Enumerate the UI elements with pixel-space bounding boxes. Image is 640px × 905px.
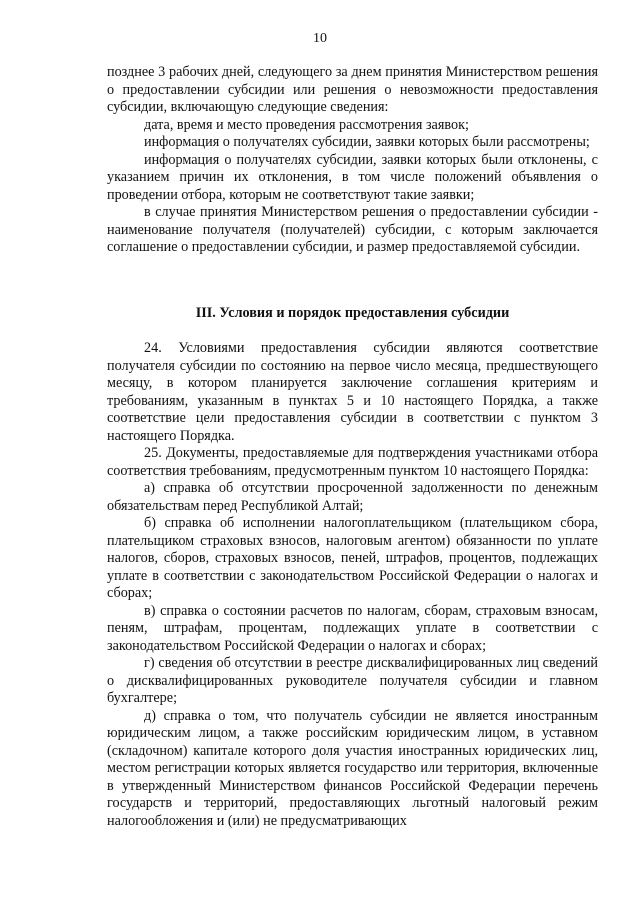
- paragraph-item: 24. Условиями предоставления субсидии являются соответствие получателя субсидии по состоянию на первое число месяца, предшествующего месяцу, в котором планируется заключение соглашения критериям и требованиям, указанным в пунктах 5 и 10 настоящего Порядка, а также соответствие цели предоставления субсидии в соответствии с пунктом 3 настоящего Порядка.: [107, 340, 598, 444]
- section-text-block: [107, 340, 598, 830]
- paragraph-item: а) справка об отсутствии просроченной задолженности по денежным обязательствам перед Республикой Алтай;: [107, 480, 598, 514]
- paragraph-item: информация о получателях субсидии, заявки которых были отклонены, с указанием причин их отклонения, в том числе положений объявления о проведении отбора, которым не соответствуют такие заявки;: [107, 151, 598, 203]
- paragraph-item: в случае принятия Министерством решения о предоставлении субсидии - наименование получателя (получателей) субсидии, с которым заключается соглашение о предоставлении субсидии, и размер предоставляемой субсидии.: [107, 204, 598, 255]
- paragraph-item: д) справка о том, что получатель субсидии не является иностранным юридическим лицом, а также российским юридическим лицом, в уставном (складочном) капитале которого доля участия иностранных юридических лиц, местом регистрации которых является государство или территория, включенные в утвержденный Министерством финансов Российской Федерации перечень государств и территорий, предоставляющих льготный налоговый режим налогообложения и (или) не предусматривающих: [107, 707, 598, 829]
- top-text-block: [107, 64, 598, 257]
- paragraph-item: в) справка о состоянии расчетов по налогам, сборам, страховым взносам, пеням, штрафам, процентам, подлежащих уплате в соответствии с законодательством Российской Федерации о налогах и сборах;: [107, 602, 598, 654]
- section-heading: III. Условия и порядок предоставления субсидии: [195, 305, 510, 321]
- paragraph-item: 25. Документы, предоставляемые для подтверждения участниками отбора соответствия требованиям, предусмотренным пунктом 10 настоящего Порядка:: [107, 445, 598, 479]
- paragraph-item: г) сведения об отсутствии в реестре дисквалифицированных лиц сведений о дисквалифицированных руководителе получателя субсидии и главном бухгалтере;: [107, 655, 598, 706]
- page-number: 10: [313, 31, 327, 46]
- paragraph-item: дата, время и место проведения рассмотрения заявок;: [144, 116, 469, 133]
- paragraph-item: б) справка об исполнении налогоплательщиком (плательщиком сбора, плательщиком страховых взносов, налоговым агентом) обязанности по уплате налогов, сборов, страховых взносов, пеней, штрафов, процентов, подлежащих уплате в соответствии с законодательством Российской Федерации о налогах и сборах;: [107, 515, 598, 601]
- paragraph-continuation: позднее 3 рабочих дней, следующего за днем принятия Министерством решения о предоставлении субсидии или решения о невозможности предоставления субсидии, включающую следующие сведения:: [107, 64, 598, 115]
- paragraph-item: информация о получателях субсидии, заявки которых были рассмотрены;: [144, 134, 590, 150]
